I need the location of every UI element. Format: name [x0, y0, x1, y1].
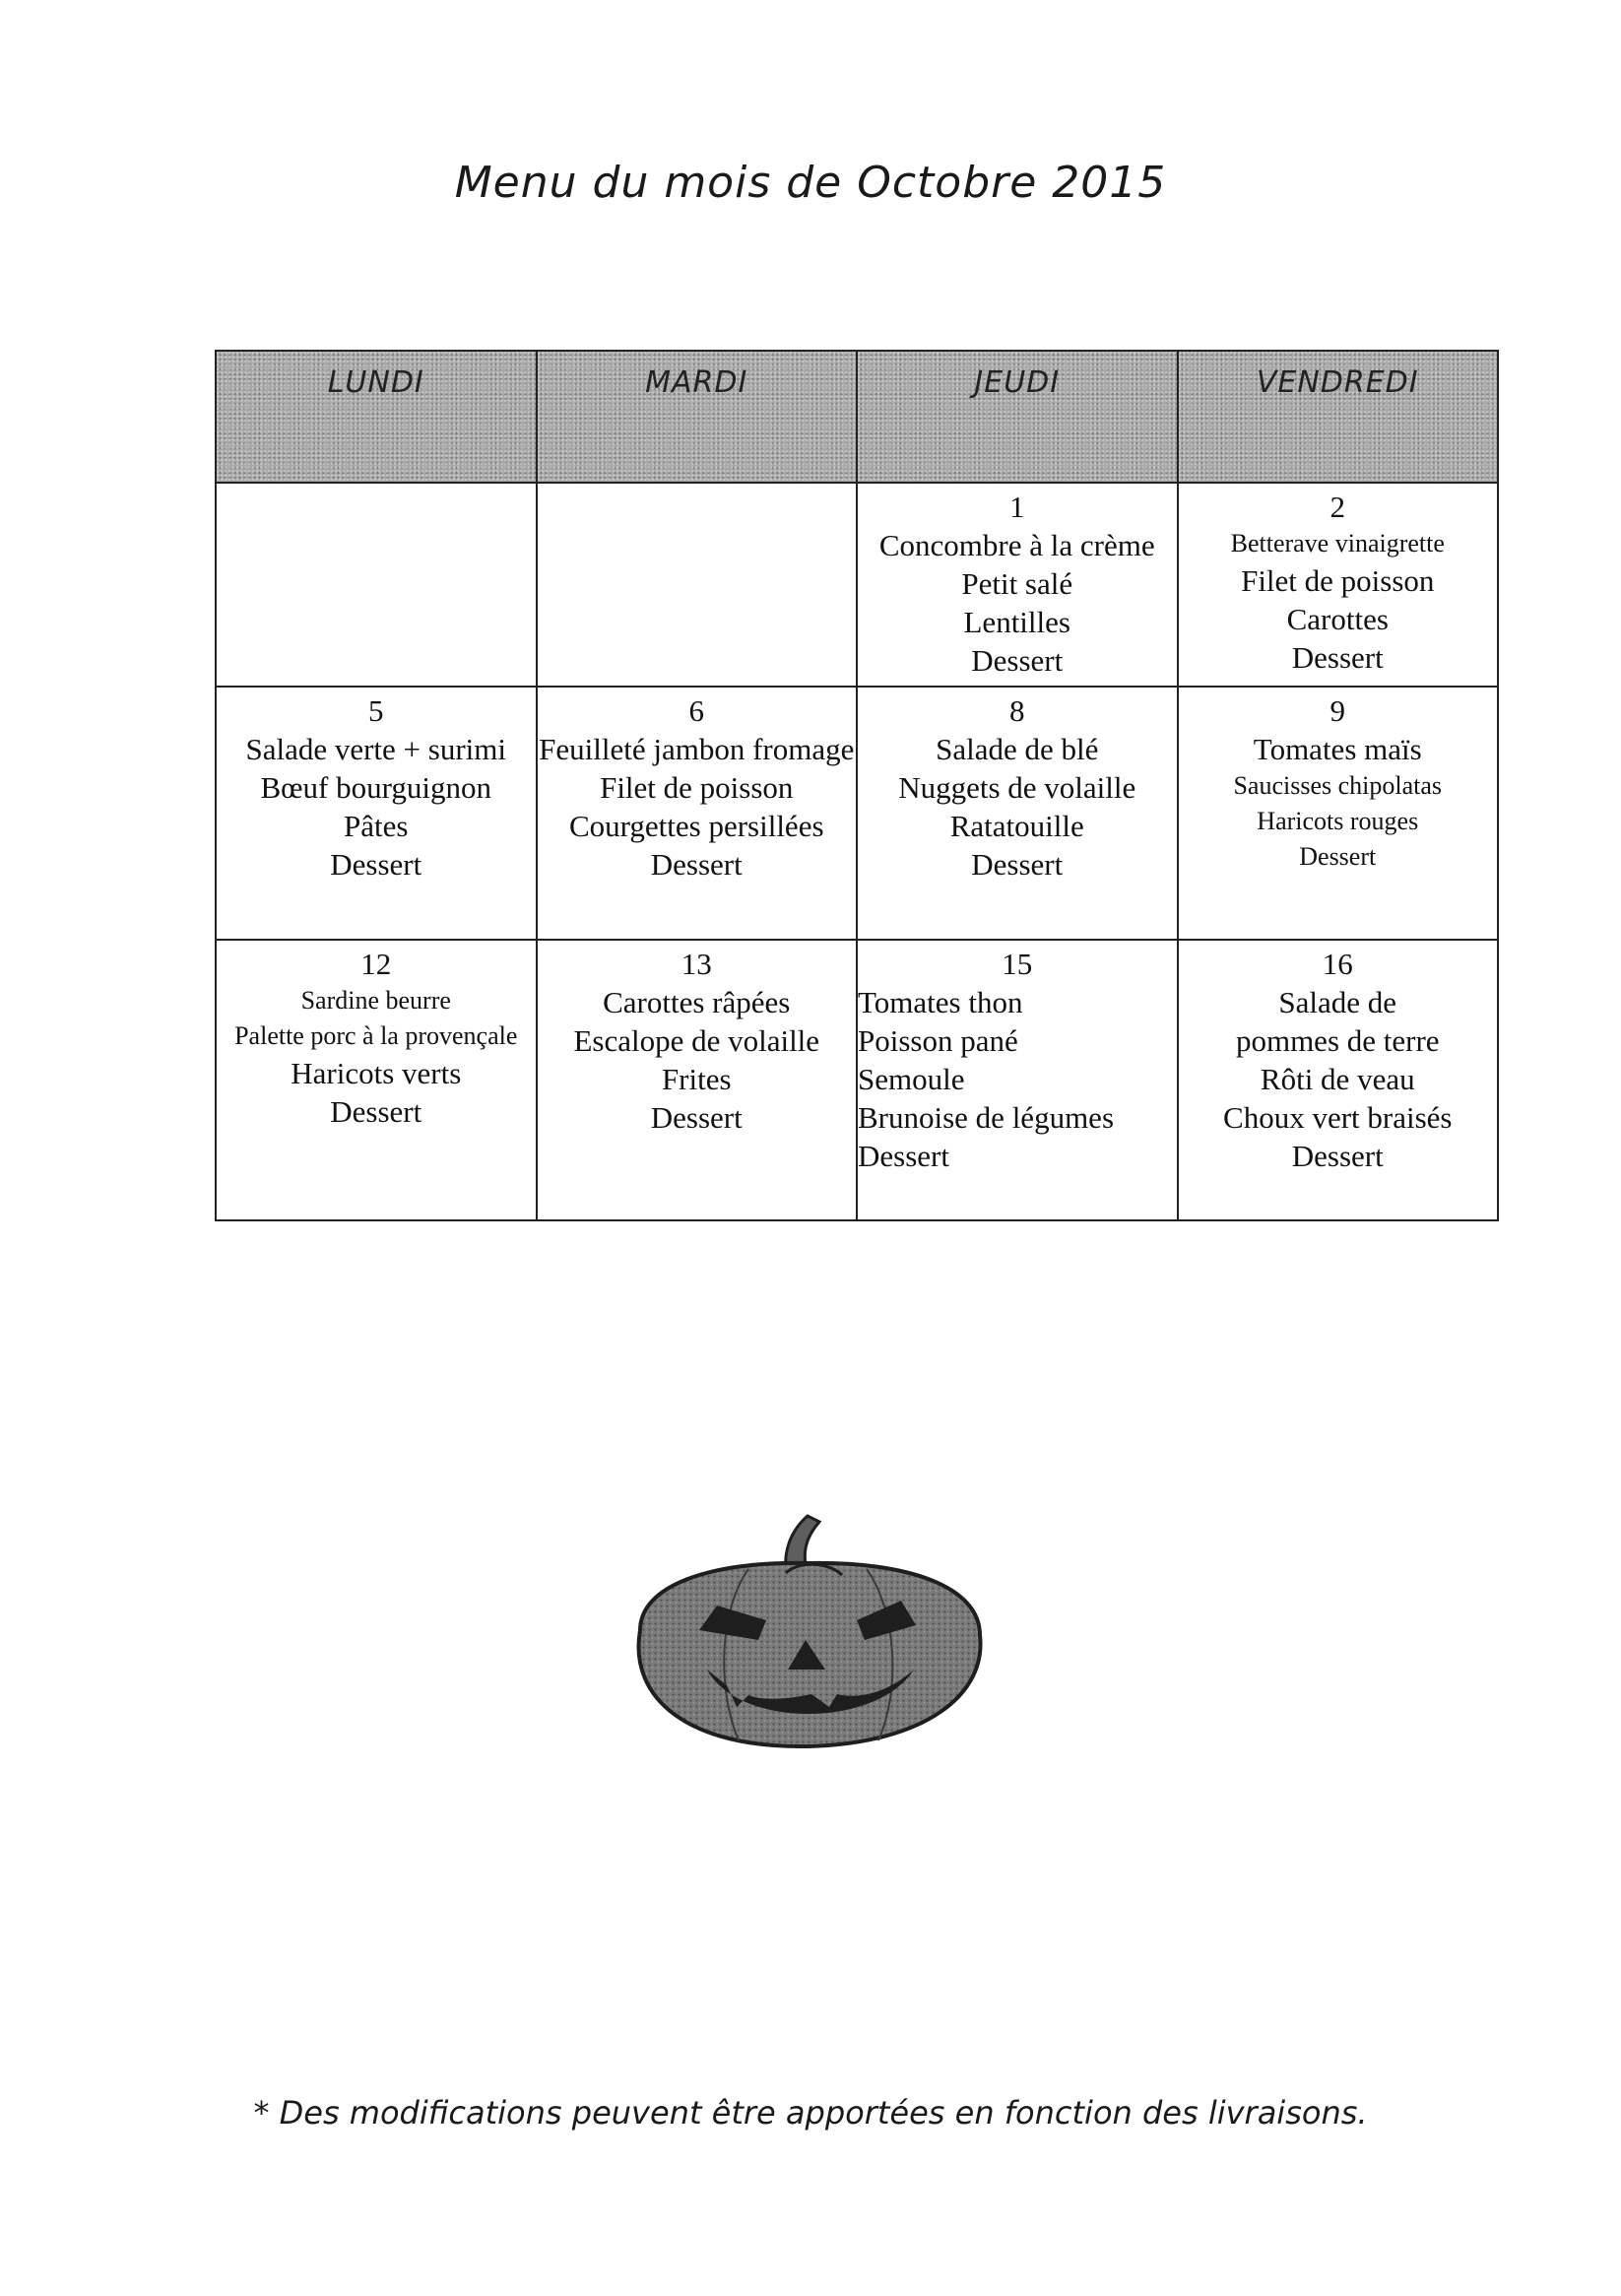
menu-item: Dessert	[330, 1094, 422, 1129]
menu-item: Feuilleté jambon fromage	[539, 732, 855, 766]
menu-item: Filet de poisson	[600, 770, 794, 805]
week-row	[216, 483, 1498, 687]
week-row	[216, 940, 1498, 1220]
menu-item: Lentilles	[963, 605, 1070, 639]
day-number: 9	[1329, 693, 1345, 728]
menu-item: Courgettes persillées	[568, 809, 824, 843]
day-number: 12	[360, 947, 392, 981]
day-number: 15	[1002, 947, 1033, 981]
day-cell	[216, 483, 537, 687]
day-cell	[537, 687, 858, 940]
header-vendredi: VENDREDI	[1178, 351, 1499, 483]
menu-item: pommes de terre	[1235, 1023, 1440, 1058]
menu-item: Salade de blé	[936, 732, 1099, 766]
menu-item: Brunoise de légumes	[858, 1100, 1115, 1135]
menu-item: Filet de poisson	[1241, 563, 1435, 598]
day-cell	[1178, 687, 1499, 940]
menu-item: Rôti de veau	[1260, 1062, 1415, 1096]
day-number: 2	[1329, 490, 1345, 524]
menu-item: Salade verte + surimi	[245, 732, 507, 766]
menu-item: Choux vert braisés	[1223, 1100, 1453, 1135]
week-row	[216, 687, 1498, 940]
menu-item: Dessert	[971, 847, 1064, 882]
day-number: 8	[1009, 693, 1025, 728]
menu-item: Escalope de volaille	[573, 1023, 820, 1058]
menu-item: Nuggets de volaille	[898, 770, 1136, 805]
menu-item: Haricots verts	[291, 1056, 462, 1090]
day-cell	[1178, 483, 1499, 687]
header-row	[216, 351, 1498, 483]
day-number: 1	[1009, 490, 1025, 524]
day-cell	[537, 940, 858, 1220]
day-cell	[857, 687, 1178, 940]
day-number: 16	[1322, 947, 1353, 981]
menu-item: Poisson pané	[858, 1023, 1018, 1058]
day-number: 5	[368, 693, 384, 728]
menu-item: Dessert	[650, 847, 743, 882]
menu-item: Carottes râpées	[603, 985, 791, 1019]
menu-item: Dessert	[1291, 640, 1384, 675]
menu-item: Tomates maïs	[1253, 732, 1422, 766]
menu-item: Pâtes	[344, 809, 409, 843]
menu-item: Ratatouille	[949, 809, 1084, 843]
header-lundi: LUNDI	[216, 351, 537, 483]
day-cell	[857, 940, 1178, 1220]
menu-item: Frites	[661, 1062, 732, 1096]
menu-item: Salade de	[1278, 985, 1397, 1019]
menu-item: Dessert	[1291, 1139, 1384, 1173]
menu-table	[215, 350, 1499, 1221]
menu-item: Dessert	[1299, 842, 1377, 871]
header-mardi: MARDI	[537, 351, 858, 483]
menu-item: Petit salé	[961, 566, 1073, 601]
menu-item: Saucisses chipolatas	[1233, 771, 1443, 800]
menu-item: Betterave vinaigrette	[1230, 529, 1445, 558]
menu-item: Carottes	[1286, 602, 1389, 636]
menu-item: Tomates thon	[858, 985, 1023, 1019]
day-cell	[1178, 940, 1499, 1220]
menu-item: Semoule	[858, 1062, 965, 1096]
day-cell	[216, 940, 537, 1220]
menu-item: Haricots rouges	[1257, 807, 1419, 835]
menu-item: Concombre à la crème	[878, 528, 1155, 562]
menu-item: Dessert	[650, 1100, 743, 1135]
menu-item: Dessert	[971, 643, 1064, 678]
jack-o-lantern-icon	[601, 1492, 1014, 1788]
page-title: Menu du mois de Octobre 2015	[454, 158, 1167, 208]
menu-item: Bœuf bourguignon	[260, 770, 491, 805]
footer-note: * Des modifications peuvent être apportées en fonction des livraisons.	[253, 2094, 1368, 2132]
day-number: 6	[688, 693, 704, 728]
menu-item: Palette porc à la provençale	[234, 1021, 518, 1050]
header-jeudi: JEUDI	[857, 351, 1178, 483]
day-cell	[216, 687, 537, 940]
menu-item: Dessert	[858, 1139, 949, 1173]
day-cell	[857, 483, 1178, 687]
menu-item: Sardine beurre	[300, 986, 451, 1015]
menu-item: Dessert	[330, 847, 422, 882]
day-cell	[537, 483, 858, 687]
day-number: 13	[681, 947, 712, 981]
